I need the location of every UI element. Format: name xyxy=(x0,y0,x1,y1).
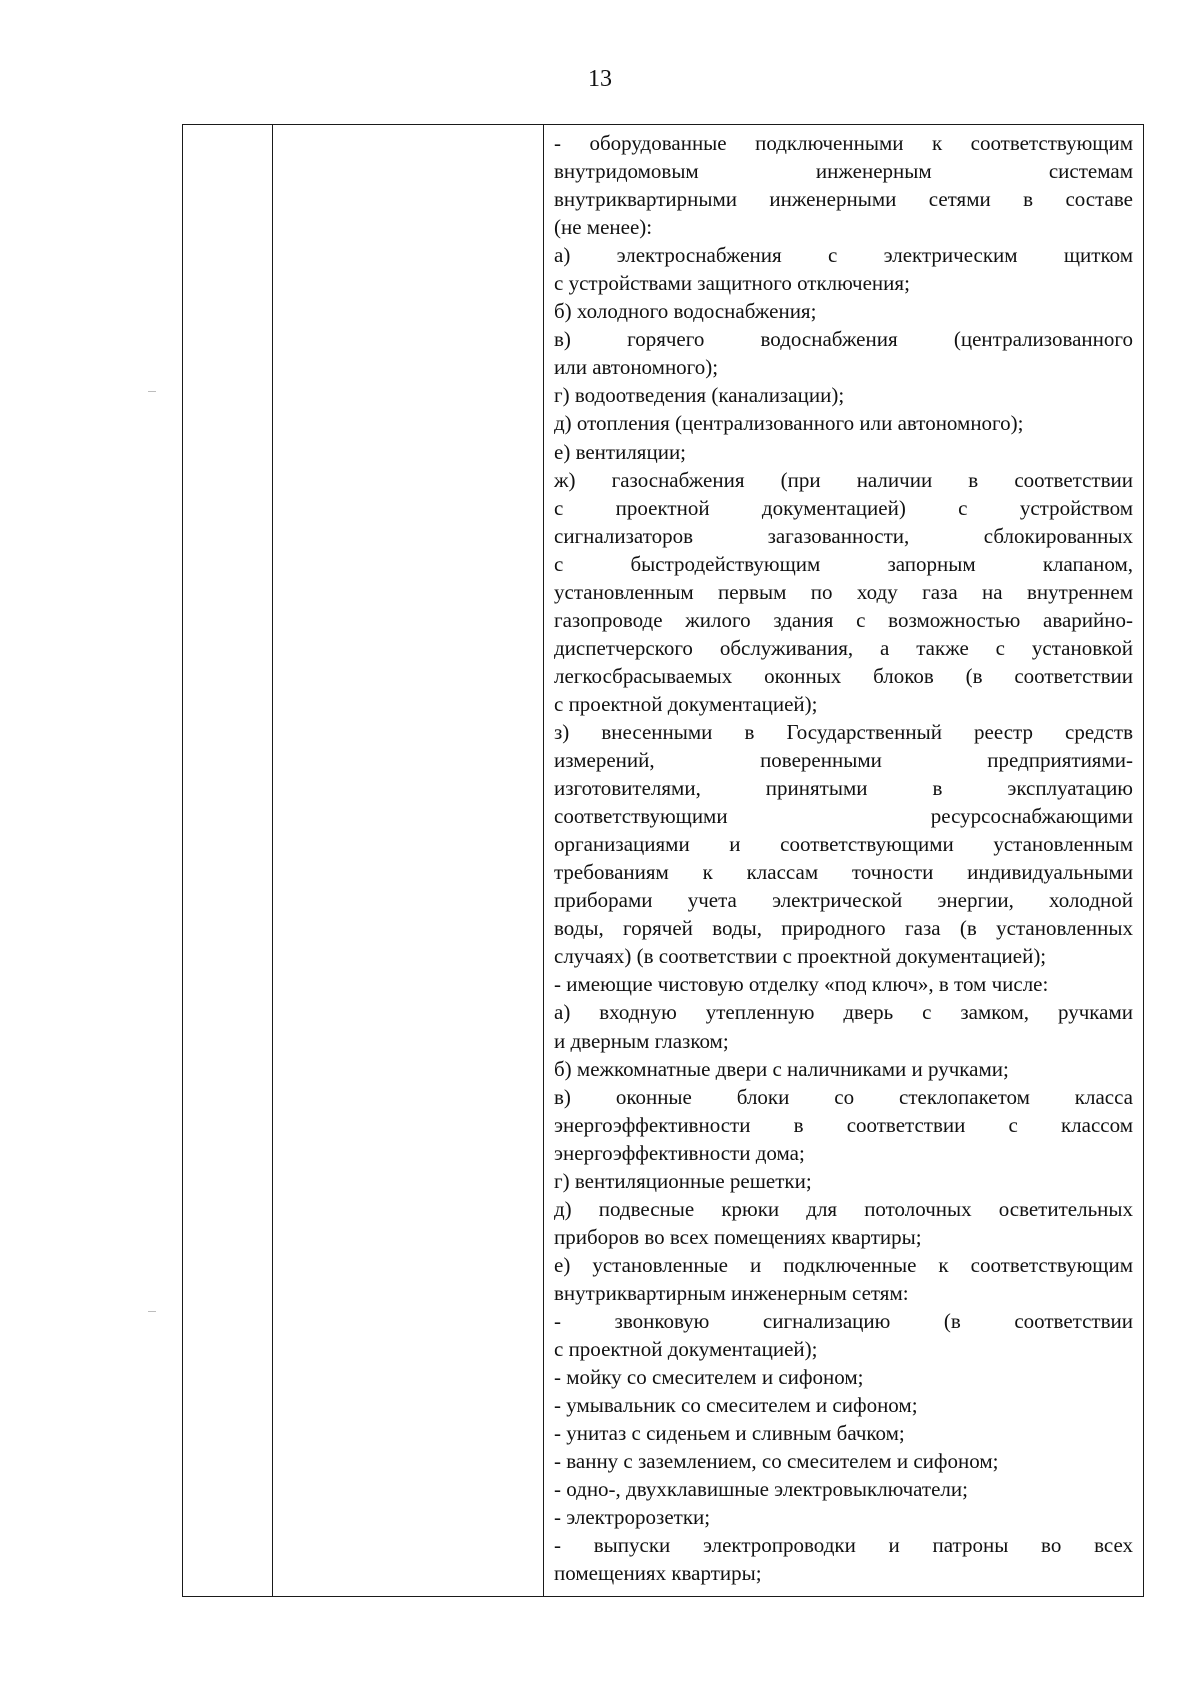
text-line: энергоэффективности в соответствии с классом xyxy=(554,1112,1133,1137)
text-line: - умывальник со смесителем и сифоном; xyxy=(554,1393,918,1418)
text-line: измерений, поверенными предприятиями- xyxy=(554,748,1133,773)
text-line: - имеющие чистовую отделку «под ключ», в том числе: xyxy=(554,972,1049,997)
text-line: диспетчерского обслуживания, а также с установкой xyxy=(554,635,1133,660)
text-line: е) установленные и подключенные к соответствующим xyxy=(554,1252,1133,1277)
requirements-text xyxy=(544,125,1143,1587)
text-line: установленным первым по ходу газа на внутреннем xyxy=(554,579,1133,604)
page-number: 13 xyxy=(588,66,612,92)
text-line: с проектной документацией); xyxy=(554,691,818,716)
text-line: сигнализаторов загазованности, сблокированных xyxy=(554,523,1133,548)
text-line: е) вентиляции; xyxy=(554,439,687,464)
text-line: г) водоотведения (канализации); xyxy=(554,383,845,408)
table-cell-name xyxy=(273,125,544,1597)
text-line: помещениях квартиры; xyxy=(554,1561,762,1586)
scan-artifact-mark xyxy=(148,391,156,392)
text-line: д) отопления (централизованного или автономного); xyxy=(554,411,1024,436)
text-line: в) оконные блоки со стеклопакетом класса xyxy=(554,1084,1133,1109)
table-cell-requirements xyxy=(544,125,1144,1597)
requirements-table xyxy=(182,124,1144,1597)
text-line: и дверным глазком; xyxy=(554,1028,729,1053)
text-line: - выпуски электропроводки и патроны во всех xyxy=(554,1533,1133,1558)
text-line: требованиям к классам точности индивидуальными xyxy=(554,860,1133,885)
text-line: случаях) (в соответствии с проектной документацией); xyxy=(554,944,1047,969)
text-line: а) входную утепленную дверь с замком, ручками xyxy=(554,1000,1133,1025)
text-line: организациями и соответствующими установленным xyxy=(554,832,1133,857)
text-line: б) холодного водоснабжения; xyxy=(554,299,817,324)
text-line: - ванну с заземлением, со смесителем и сифоном; xyxy=(554,1449,999,1474)
text-line: - звонковую сигнализацию (в соответствии xyxy=(554,1308,1133,1333)
text-line: - электророзетки; xyxy=(554,1505,711,1530)
text-line: с устройствами защитного отключения; xyxy=(554,271,910,296)
text-line: г) вентиляционные решетки; xyxy=(554,1168,812,1193)
text-line: с быстродействующим запорным клапаном, xyxy=(554,551,1133,576)
text-line: - мойку со смесителем и сифоном; xyxy=(554,1365,864,1390)
text-line: легкосбрасываемых оконных блоков (в соответствии xyxy=(554,663,1133,688)
text-line: в) горячего водоснабжения (централизованного xyxy=(554,327,1133,352)
text-line: соответствующими ресурсоснабжающими xyxy=(554,804,1133,829)
text-line: - оборудованные подключенными к соответствующим xyxy=(554,131,1133,155)
text-line: энергоэффективности дома; xyxy=(554,1140,805,1165)
text-line: приборами учета электрической энергии, холодной xyxy=(554,888,1133,913)
table-row xyxy=(183,125,1144,1597)
text-line: б) межкомнатные двери с наличниками и ручками; xyxy=(554,1056,1009,1081)
table-cell-number xyxy=(183,125,273,1597)
text-line: газопроводе жилого здания с возможностью аварийно- xyxy=(554,607,1133,632)
text-line: или автономного); xyxy=(554,355,719,380)
text-line: внутриквартирным инженерным сетям: xyxy=(554,1280,909,1305)
text-line: з) внесенными в Государственный реестр средств xyxy=(554,719,1133,744)
text-line: внутриквартирными инженерными сетями в составе xyxy=(554,187,1133,212)
text-line: с проектной документацией); xyxy=(554,1337,818,1362)
text-line: (не менее): xyxy=(554,215,653,240)
text-line: с проектной документацией) с устройством xyxy=(554,495,1133,520)
text-line: - унитаз с сиденьем и сливным бачком; xyxy=(554,1421,905,1446)
text-line: д) подвесные крюки для потолочных осветительных xyxy=(554,1196,1133,1221)
scan-artifact-mark xyxy=(148,1311,156,1312)
text-line: приборов во всех помещениях квартиры; xyxy=(554,1224,922,1249)
text-line: ж) газоснабжения (при наличии в соответствии xyxy=(554,467,1133,492)
text-line: воды, горячей воды, природного газа (в установленных xyxy=(554,916,1133,941)
text-line: изготовителями, принятыми в эксплуатацию xyxy=(554,776,1133,801)
text-line: а) электроснабжения с электрическим щитком xyxy=(554,243,1133,268)
text-line: - одно-, двухклавишные электровыключатели; xyxy=(554,1477,968,1502)
text-line: внутридомовым инженерным системам xyxy=(554,159,1133,184)
